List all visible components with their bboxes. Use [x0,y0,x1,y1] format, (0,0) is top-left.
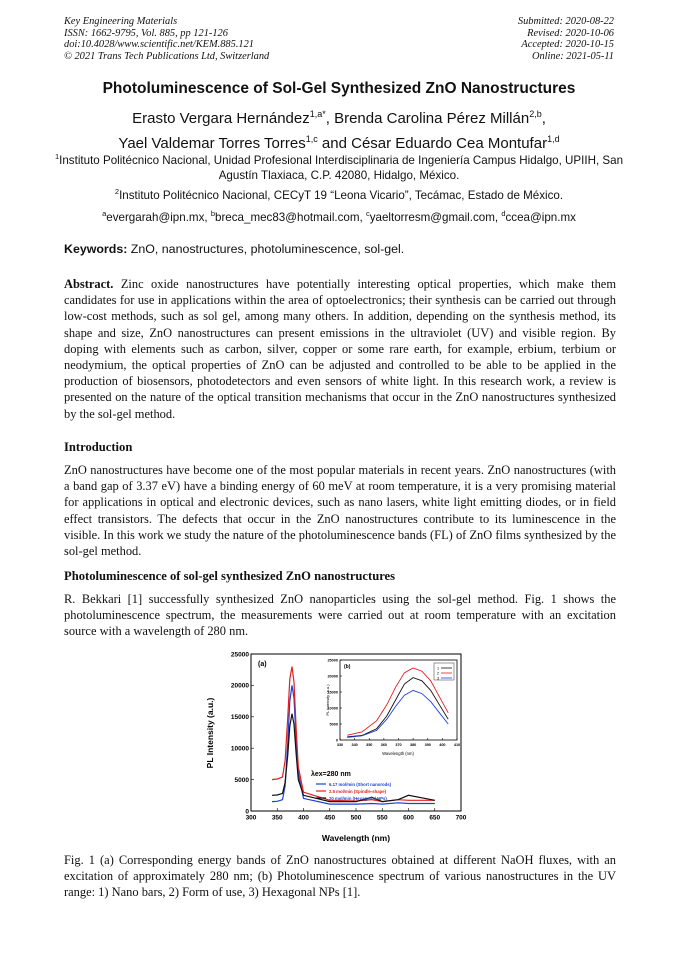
panel-b-label: (b) [344,664,351,670]
x-tick-label: 360 [380,742,388,747]
x-tick-label: 650 [429,814,441,822]
inset-legend-label: 3 [437,676,440,681]
inset-legend-label: 2 [437,671,440,676]
x-tick-label: 350 [271,814,283,822]
email-link[interactable]: yaeltorresm@gmail.com, [369,210,502,224]
section-text: R. Bekkari [1] successfully synthesized ZnO nanoparticles using the sol-gel method. Fig. 1 shows the photoluminescence spectrum, the measurements were carried out at room temperature with an excitation source with a wavelength of 280 nm. [64,592,616,639]
y-tick-label: 0 [245,808,249,816]
legend-label: 20 mol/min (Hexagonal NPs) [329,795,387,801]
journal-name: Key Engineering Materials [64,16,178,27]
x-tick-label: 370 [395,742,402,747]
x-tick-label: 380 [409,742,417,747]
inset-y-axis-label: PL Intensity (a.u.) [325,684,330,716]
legend-label: 6.17 mol/min (Short nanorods) [329,781,392,787]
journal-header-left [64,16,269,62]
y-tick-label: 15000 [327,690,338,695]
y-tick-label: 20000 [327,674,338,679]
y-tick-label: 5000 [234,776,249,784]
affiliation-2 [40,184,638,203]
x-tick-label: 550 [376,814,388,822]
revised-date: Revised: 2020-10-06 [527,27,614,39]
affil-sup: 1 [54,152,60,161]
affil-text: Instituto Politécnico Nacional, CECyT 19 “Leona Vicario”, Tecámac, Estado de México. [119,188,564,202]
x-tick-label: 700 [455,814,467,822]
y-tick-label: 10000 [327,706,338,711]
author-conjunction: and [317,135,352,152]
x-tick-label: 330 [336,742,344,747]
author-list: Erasto Vergara Hernández$^{1,a*}$, Brenda Carolina Pérez Millán$^{2,b}$, Yael Valdemar Torres Torres$^{1,c}$ and César Eduardo Cea Montufar$^{1,d}$ [118,109,560,152]
x-tick-label: 500 [350,814,362,822]
pl-spectrum-chart [196,648,480,848]
x-tick-label: 450 [324,814,336,822]
abstract-label: Abstract. [64,277,114,291]
submitted-date: Submitted: 2020-08-22 [517,16,614,27]
email-link[interactable]: evergarah@ipn.mx, [106,210,211,224]
author-affil-sup: 1,c [305,134,318,144]
email-link[interactable]: ccea@ipn.mx [505,210,576,224]
author-name: Yael Valdemar Torres Torres [118,135,306,152]
doi-line: doi:10.4028/www.scientific.net/KEM.885.121 [64,39,254,51]
figure-caption: Fig. 1 (a) Corresponding energy bands of ZnO nanostructures obtained at different NaOH fluxes, with an excitation of approximately 280 nm; (b) Photoluminescence spectrum of various nanostructures in the UV range: 1) Nano bars, 2) Form of use, 3) Hexagonal NPs [1]. [64,853,616,899]
author-name: Erasto Vergara Hernández [132,110,310,127]
y-tick-label: 5000 [329,722,338,727]
y-tick-label: 25000 [230,651,249,659]
keywords-label: Keywords: [64,242,128,256]
accepted-date: Accepted: 2020-10-15 [521,39,614,51]
online-date: Online: 2021-05-11 [531,50,614,62]
email-sup: a [102,209,107,218]
main-y-axis-label: PL Intensity (a.u.) [205,697,215,769]
figure-1 [196,648,480,848]
x-tick-label: 390 [424,742,431,747]
copyright-line: © 2021 Trans Tech Publications Ltd, Switzerland [64,50,270,62]
email-sup: c [365,209,370,218]
introduction-text: ZnO nanostructures have become one of the most popular materials in recent years. ZnO nanostructures (with a band gap of 3.37 eV) have a binding energy of 60 meV at room temperature, it is a very promising material for applications in optical and electronic devices, such as nano lasers, white light emitting diodes, or in field effect transistors. The defects that occur in the ZnO nanostructures contribute to its luminescence in the visible. In this work we study the nature of the photoluminescence bands (FL) of ZnO films synthesized by the sol-gel method. [64,463,616,559]
author-name: Brenda Carolina Pérez Millán [334,110,530,127]
introduction-heading: Introduction [64,440,133,454]
abstract-text: Zinc oxide nanostructures have potentially interesting optical properties, which make them candidates for use in applications within the area of optoelectronics; their synthesis can be carried out through low-cost methods, such as sol gel, among many others. In addition, depending on the synthesis method, its shape and size, ZnO nanostructures can present emissions in the ultraviolet (UV) and visible region. By doping with elements such as carbon, silver, copper or some rare earth, for example, erbium, terbium or neodymium, the optical properties of ZnO can be adjusted and controlled to be able to be applied in the production of biosensors, photodetectors and even sensors of white light. In this research work, a review is presented on the nature of the optical transition mechanisms that occur in the ZnO nanostructures synthesized by the sol-gel method. [64,277,616,421]
keywords-text: ZnO, nanostructures, photoluminescence, sol-gel. [127,242,405,256]
x-tick-label: 340 [351,742,358,747]
y-tick-label: 25000 [327,658,338,663]
panel-a-label: (a) [258,661,267,668]
author-affil-sup: 1,a* [309,109,326,119]
x-tick-label: 350 [366,742,373,747]
email-link[interactable]: breca_mec83@hotmail.com, [215,210,366,224]
affiliation-1 [40,149,638,183]
main-x-axis-label: Wavelength (nm) [321,833,391,843]
affil-sup: 2 [114,187,120,196]
paper-title: Photoluminescence of Sol-Gel Synthesized ZnO Nanostructures [102,80,576,97]
author-emails [40,206,638,225]
y-tick-label: 20000 [230,682,249,690]
x-tick-label: 400 [298,814,309,822]
x-tick-label: 410 [453,742,461,747]
y-tick-label: 0 [335,738,338,743]
author-affil-sup: 2,b [529,109,542,119]
author-name: César Eduardo Cea Montufar [351,135,548,152]
abstract [64,276,616,422]
x-tick-label: 400 [439,742,446,747]
excitation-annotation: λex=280 nm [311,771,351,778]
journal-header-right [518,16,614,62]
issn-line: ISSN: 1662-9795, Vol. 885, pp 121-126 [64,27,228,39]
inset-legend-label: 1 [437,666,440,671]
inset-x-axis-label: Wavelength (nm) [382,751,414,756]
email-sup: d [501,209,506,218]
x-tick-label: 300 [245,814,257,822]
affil-text: Instituto Politécnico Nacional, Unidad Profesional Interdisciplinaria de Ingeniería Campus Hidalgo, UPIIH, San Agustín Tlaxiaca, C.P. 42080, Hidalgo, México. [59,153,624,182]
keywords [64,242,616,256]
y-tick-label: 10000 [230,745,249,753]
email-sup: b [210,209,215,218]
author-affil-sup: 1,d [547,134,560,144]
section-heading: Photoluminescence of sol-gel synthesized ZnO nanostructures [64,569,396,583]
y-tick-label: 15000 [230,714,249,722]
x-tick-label: 600 [403,814,414,822]
legend-label: 2.5 mol/min (Spindle-shape) [329,788,387,794]
